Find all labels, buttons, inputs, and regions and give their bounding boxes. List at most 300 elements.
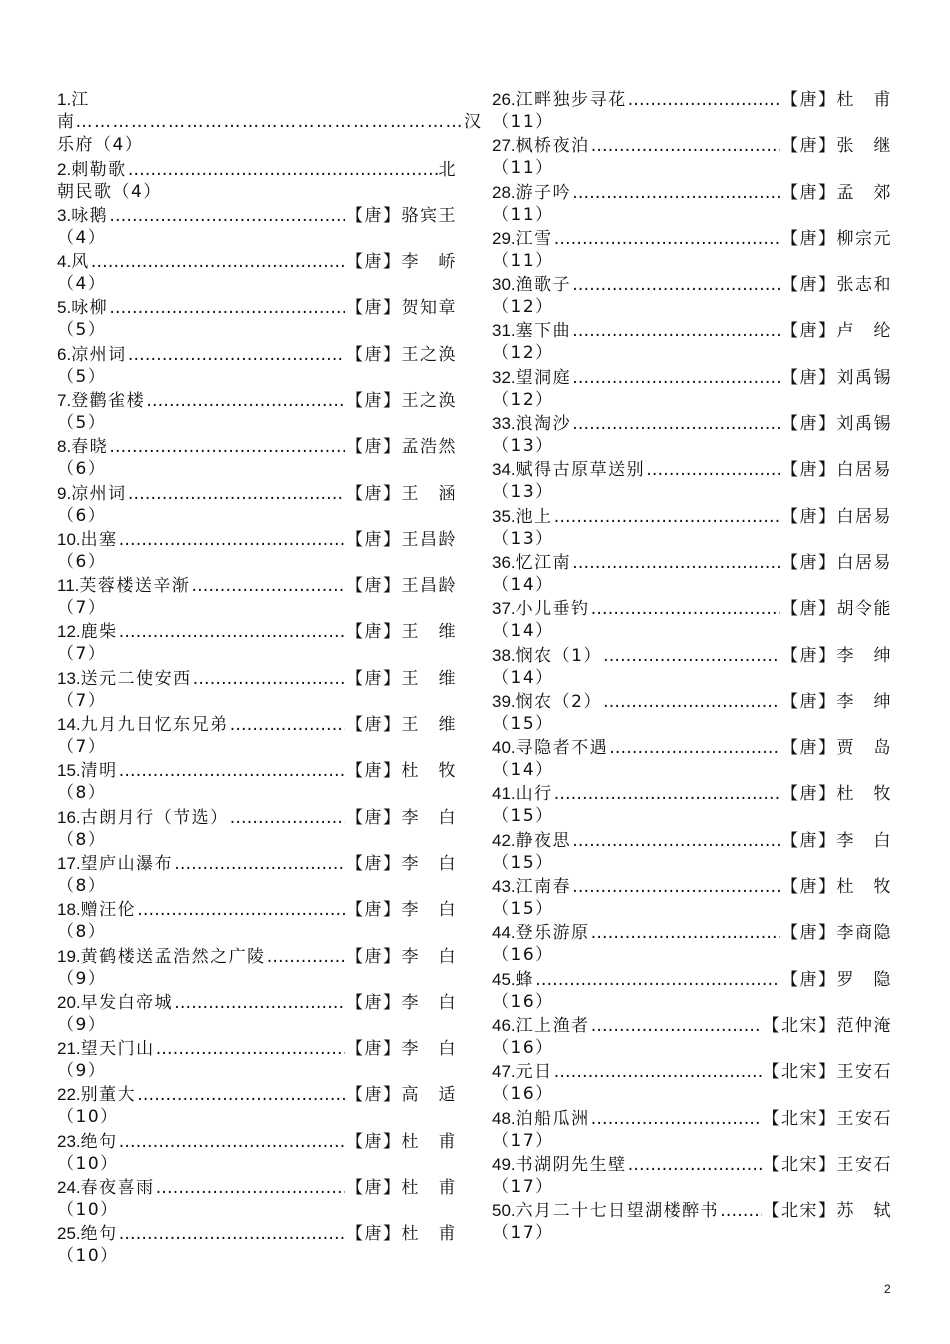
toc-entry: [57, 713, 457, 759]
entry-author: 【唐】李 绅: [781, 645, 892, 666]
toc-entry: [492, 319, 892, 365]
entry-number: 28.: [492, 182, 516, 202]
entry-page: （8）: [57, 829, 107, 850]
entry-title: 清明: [80, 761, 118, 782]
toc-entry-line: [57, 204, 457, 227]
toc-entry-line: [492, 597, 892, 620]
entry-title: 春晓: [71, 437, 109, 458]
entry-title: 江: [71, 90, 90, 110]
entry-page: （9）: [57, 1014, 107, 1035]
entry-author: 【唐】李 白: [346, 807, 457, 828]
toc-entry: [492, 181, 892, 227]
entry-number: 3.: [57, 205, 72, 225]
toc-entry-line: [492, 88, 892, 111]
entry-title: 登鹳雀楼: [71, 390, 146, 411]
toc-entry-line: [492, 875, 892, 898]
toc-entry: [57, 1083, 457, 1129]
entry-author: 【唐】李 白: [781, 830, 892, 851]
toc-entry-line: [492, 1060, 892, 1083]
toc-entry: [57, 88, 483, 158]
entry-number: 50.: [492, 1201, 516, 1221]
entry-number: 29.: [492, 228, 516, 248]
toc-entry: [57, 204, 457, 250]
entry-author: 【唐】贾 岛: [781, 738, 892, 759]
toc-entry-line: [57, 296, 457, 319]
toc-left-column: [57, 88, 483, 1269]
toc-entry: [492, 551, 892, 597]
dot-leader: [119, 1223, 345, 1246]
entry-title: 浪淘沙: [515, 414, 572, 435]
entry-author: 【唐】白居易: [781, 552, 892, 573]
entry-page: （17）: [492, 1130, 554, 1151]
entry-title: 别董大: [80, 1085, 137, 1106]
entry-title: 山行: [515, 784, 553, 805]
entry-number: 24.: [57, 1178, 81, 1198]
entry-number: 23.: [57, 1131, 81, 1151]
toc-entry-line: [57, 667, 457, 690]
toc-entry: [492, 1060, 892, 1106]
entry-number: 47.: [492, 1062, 516, 1082]
entry-author: 【唐】王之涣: [346, 344, 457, 365]
entry-title: 悯农（2）: [515, 691, 602, 712]
entry-title: 赠汪伦: [80, 900, 137, 921]
toc-entry-line: [57, 806, 457, 829]
entry-page: （11）: [492, 112, 554, 132]
entry-number: 45.: [492, 969, 516, 989]
entry-page: （11）: [492, 158, 554, 179]
entry-author: 【北宋】范仲淹: [762, 1015, 892, 1036]
dot-leader: [156, 1038, 345, 1061]
entry-number: 26.: [492, 90, 516, 109]
entry-title: 书湖阴先生壁: [515, 1154, 627, 1175]
entry-title: 元日: [515, 1062, 553, 1083]
toc-entry-line: [57, 250, 457, 273]
toc-entry-line: [57, 945, 457, 968]
entry-author: 【唐】白居易: [781, 460, 892, 481]
entry-page: （6）: [57, 459, 107, 480]
toc-entry: [57, 945, 457, 991]
entry-continuation: 南………………………………………………………汉: [57, 112, 483, 132]
toc-entry: [57, 1130, 457, 1176]
entry-number: 38.: [492, 645, 516, 665]
toc-entry-line: [57, 759, 457, 782]
entry-number: 19.: [57, 946, 81, 966]
entry-page: （10）: [57, 1246, 119, 1267]
toc-entry: [57, 806, 457, 852]
entry-author: 【唐】张 继: [781, 136, 892, 157]
dot-leader: [146, 390, 345, 413]
entry-number: 16.: [57, 807, 81, 827]
entry-author: 【北宋】苏 轼: [762, 1201, 892, 1222]
page-number: 2: [884, 1282, 891, 1296]
toc-entry: [492, 1014, 892, 1060]
entry-page: （16）: [492, 945, 554, 966]
toc-entry-line: [57, 713, 457, 736]
toc-entry-line: [492, 458, 892, 481]
entry-author: 【唐】杜 甫: [346, 1178, 457, 1199]
entry-title: 塞下曲: [515, 321, 572, 342]
toc-entry: [57, 574, 457, 620]
entry-number: 43.: [492, 877, 516, 897]
dot-leader: [603, 691, 780, 714]
entry-page: （13）: [492, 482, 554, 503]
entry-number: 18.: [57, 900, 81, 920]
entry-author: 【唐】卢 纶: [781, 321, 892, 342]
entry-author: 【唐】李 峤: [346, 252, 457, 273]
entry-page: （16）: [492, 1084, 554, 1105]
toc-entry: [492, 597, 892, 643]
entry-page: （12）: [492, 297, 554, 318]
toc-entry-line: [57, 574, 457, 597]
toc-entry: [492, 505, 892, 551]
toc-entry-line: [492, 968, 892, 991]
entry-title: 古朗月行（节选）: [80, 807, 229, 828]
entry-author: 【唐】杜 甫: [346, 1131, 457, 1152]
entry-number: 21.: [57, 1039, 81, 1059]
entry-page: （5）: [57, 366, 107, 387]
entry-title: 赋得古原草送别: [515, 460, 646, 481]
entry-title: 春夜喜雨: [80, 1178, 155, 1199]
toc-right-column: [492, 88, 892, 1245]
dot-leader: [535, 969, 780, 992]
toc-entry-line: [492, 227, 892, 250]
toc-entry-line: [57, 482, 457, 505]
dot-leader: [119, 1131, 345, 1154]
entry-page: 朝民歌（4）: [57, 181, 162, 202]
entry-author: 【唐】王昌龄: [346, 576, 457, 597]
entry-continuation: 乐府（4）: [57, 135, 144, 155]
entry-title: 芙蓉楼送辛渐: [79, 576, 191, 597]
entry-author: 【唐】白居易: [781, 506, 892, 527]
entry-author: 【唐】李 绅: [781, 691, 892, 712]
toc-entry: [492, 1153, 892, 1199]
dot-leader: [230, 714, 345, 737]
entry-number: 5.: [57, 298, 72, 318]
dot-leader: [609, 737, 780, 760]
entry-number: 27.: [492, 136, 516, 156]
entry-title: 绝句: [80, 1131, 118, 1152]
dot-leader: [156, 1177, 345, 1200]
entry-number: 36.: [492, 552, 516, 572]
entry-author: 【唐】胡令能: [781, 599, 892, 620]
entry-author: 【唐】高 适: [346, 1085, 457, 1106]
dot-leader: [191, 575, 345, 598]
entry-title: 枫桥夜泊: [515, 136, 590, 157]
entry-number: 46.: [492, 1015, 516, 1035]
entry-author: 【唐】李 白: [346, 992, 457, 1013]
entry-page: （5）: [57, 412, 107, 433]
entry-number: 4.: [57, 252, 72, 272]
entry-page: （14）: [492, 667, 554, 688]
entry-number: 31.: [492, 321, 516, 341]
entry-author: 【唐】柳宗元: [781, 228, 892, 249]
entry-number: 13.: [57, 668, 81, 688]
entry-title: 静夜思: [515, 830, 572, 851]
toc-entry: [57, 759, 457, 805]
entry-page: （10）: [57, 1107, 119, 1128]
entry-title: 寻隐者不遇: [515, 738, 609, 759]
entry-title: 凉州词: [71, 483, 127, 504]
entry-author: 【唐】王昌龄: [346, 529, 457, 550]
entry-title: 出塞: [80, 529, 118, 550]
entry-author: 【唐】刘禹锡: [781, 414, 892, 435]
entry-author: 【唐】杜 甫: [346, 1224, 457, 1245]
entry-page: （5）: [57, 320, 107, 341]
toc-entry-line: [57, 435, 457, 458]
toc-entry: [57, 991, 457, 1037]
entry-author: 【唐】王 维: [346, 668, 457, 689]
toc-entry: [57, 898, 457, 944]
toc-entry: [57, 852, 457, 898]
entry-page: （9）: [57, 968, 107, 989]
entry-author: 【唐】孟 郊: [781, 182, 892, 203]
entry-number: 7.: [57, 390, 72, 410]
toc-entry: [492, 88, 892, 134]
dot-leader: [720, 1200, 761, 1223]
entry-author: 【唐】杜 牧: [781, 877, 892, 898]
dot-leader: [193, 668, 345, 691]
toc-entry: [57, 158, 457, 204]
entry-author: 【唐】杜 牧: [346, 761, 457, 782]
entry-page: （14）: [492, 574, 554, 595]
dot-leader: [628, 1154, 762, 1177]
entry-page: （8）: [57, 922, 107, 943]
entry-title: 忆江南: [515, 552, 572, 573]
dot-leader: [591, 1015, 762, 1038]
entry-title: 江雪: [515, 228, 553, 249]
entry-title: 望庐山瀑布: [80, 853, 174, 874]
dot-leader: [572, 830, 780, 853]
toc-entry-line: [57, 158, 457, 181]
entry-number: 20.: [57, 992, 81, 1012]
toc-entry-line: [57, 852, 457, 875]
dot-leader: [554, 1061, 762, 1084]
entry-title: 小儿垂钓: [515, 599, 590, 620]
entry-page: （16）: [492, 1037, 554, 1058]
entry-title: 送元二使安西: [80, 668, 192, 689]
dot-leader: [109, 297, 345, 320]
dot-leader: [230, 807, 345, 830]
toc-entry-line: [492, 1153, 892, 1176]
toc-entry: [57, 389, 457, 435]
entry-page: （12）: [492, 389, 554, 410]
entry-number: 39.: [492, 691, 516, 711]
entry-title: 风: [71, 252, 90, 273]
entry-number: 44.: [492, 923, 516, 943]
entry-title: 望天门山: [80, 1039, 155, 1060]
dot-leader: [591, 922, 780, 945]
entry-author: 【唐】王 涵: [346, 483, 457, 504]
toc-entry: [492, 782, 892, 828]
dot-leader: [591, 598, 780, 621]
dot-leader: [174, 853, 345, 876]
entry-page: （11）: [492, 204, 554, 225]
toc-entry: [492, 829, 892, 875]
toc-entry: [57, 435, 457, 481]
entry-title: 登乐游原: [515, 923, 590, 944]
entry-page: （14）: [492, 621, 554, 642]
entry-title: 悯农（1）: [515, 645, 602, 666]
toc-entry-line: [57, 620, 457, 643]
entry-author: 【唐】杜 甫: [781, 90, 892, 110]
entry-author: 北: [438, 159, 457, 180]
entry-page: （10）: [57, 1153, 119, 1174]
toc-entry-line: [57, 991, 457, 1014]
toc-entry: [57, 250, 457, 296]
dot-leader: [554, 783, 780, 806]
entry-number: 25.: [57, 1224, 81, 1244]
entry-title: 渔歌子: [515, 275, 572, 296]
toc-entry-line: [492, 181, 892, 204]
entry-number: 10.: [57, 529, 81, 549]
entry-page: （9）: [57, 1061, 107, 1082]
entry-page: （15）: [492, 806, 554, 827]
entry-author: 【唐】李 白: [346, 946, 457, 967]
entry-page: （12）: [492, 343, 554, 364]
entry-page: （14）: [492, 760, 554, 781]
entry-title: 泊船瓜洲: [515, 1108, 590, 1129]
entry-author: 【唐】李 白: [346, 1039, 457, 1060]
entry-page: （17）: [492, 1176, 554, 1197]
toc-entry: [492, 458, 892, 504]
dot-leader: [91, 251, 345, 274]
entry-author: 【唐】张志和: [781, 275, 892, 296]
toc-entry-line: [492, 134, 892, 157]
entry-number: 41.: [492, 784, 516, 804]
dot-leader: [646, 459, 780, 482]
entry-author: 【唐】贺知章: [346, 298, 457, 319]
entry-title: 六月二十七日望湖楼醉书: [515, 1201, 720, 1222]
entry-number: 32.: [492, 367, 516, 387]
dot-leader: [267, 946, 345, 969]
dot-leader: [128, 344, 345, 367]
entry-number: 35.: [492, 506, 516, 526]
entry-title: 咏柳: [71, 298, 109, 319]
dot-leader: [554, 228, 780, 251]
entry-title: 江上渔者: [515, 1015, 590, 1036]
entry-author: 【北宋】王安石: [762, 1062, 892, 1083]
entry-number: 48.: [492, 1108, 516, 1128]
entry-number: 17.: [57, 853, 81, 873]
dot-leader: [119, 760, 345, 783]
entry-author: 【唐】李 白: [346, 853, 457, 874]
entry-title: 池上: [515, 506, 553, 527]
toc-entry: [492, 968, 892, 1014]
dot-leader: [128, 483, 345, 506]
entry-author: 【唐】李 白: [346, 900, 457, 921]
entry-title: 鹿柴: [80, 622, 118, 643]
toc-entry: [492, 366, 892, 412]
entry-author: 【唐】王 维: [346, 622, 457, 643]
entry-page: （13）: [492, 436, 554, 457]
dot-leader: [109, 436, 345, 459]
dot-leader: [591, 135, 780, 158]
dot-leader: [572, 320, 780, 343]
dot-leader: [119, 529, 345, 552]
entry-page: （6）: [57, 505, 107, 526]
entry-page: （4）: [57, 227, 107, 248]
entry-number: 1.: [57, 90, 72, 109]
entry-title: 游子吟: [515, 182, 572, 203]
toc-entry-line: [492, 736, 892, 759]
toc-entry: [492, 644, 892, 690]
toc-entry: [492, 921, 892, 967]
entry-page: （13）: [492, 528, 554, 549]
toc-entry-line: [492, 1199, 892, 1222]
entry-author: 【唐】刘禹锡: [781, 367, 892, 388]
toc-entry-line: [492, 319, 892, 342]
toc-entry-line: [492, 412, 892, 435]
entry-author: 【唐】骆宾王: [346, 205, 457, 226]
entry-page: （16）: [492, 991, 554, 1012]
entry-number: 9.: [57, 483, 72, 503]
entry-author: 【唐】王之涣: [346, 390, 457, 411]
entry-page: （6）: [57, 551, 107, 572]
toc-entry: [492, 690, 892, 736]
dot-leader: [628, 89, 780, 112]
toc-entry-line: [492, 273, 892, 296]
entry-page: （10）: [57, 1200, 119, 1221]
toc-entry: [492, 875, 892, 921]
entry-page: （8）: [57, 783, 107, 804]
entry-author: 【唐】王 维: [346, 715, 457, 736]
entry-author: 【唐】杜 牧: [781, 784, 892, 805]
entry-number: 15.: [57, 761, 81, 781]
entry-author: 【唐】罗 隐: [781, 969, 892, 990]
toc-entry: [57, 343, 457, 389]
entry-title: 九月九日忆东兄弟: [80, 715, 229, 736]
dot-leader: [572, 876, 780, 899]
entry-title: 望洞庭: [515, 367, 572, 388]
toc-entry: [492, 1199, 892, 1245]
toc-entry-line: [57, 1037, 457, 1060]
toc-entry-line: [492, 644, 892, 667]
toc-entry-line: [57, 1176, 457, 1199]
entry-page: （15）: [492, 852, 554, 873]
toc-entry-line: [492, 782, 892, 805]
dot-leader: [603, 645, 780, 668]
entry-number: 40.: [492, 738, 516, 758]
entry-number: 49.: [492, 1154, 516, 1174]
dot-leader: [572, 274, 780, 297]
dot-leader: [572, 182, 780, 205]
dot-leader: [137, 1084, 345, 1107]
toc-entry: [492, 736, 892, 782]
entry-number: 30.: [492, 275, 516, 295]
toc-entry-line: [57, 1222, 457, 1245]
toc-entry: [57, 620, 457, 666]
toc-entry: [492, 412, 892, 458]
entry-page: （15）: [492, 899, 554, 920]
entry-number: 6.: [57, 344, 72, 364]
entry-author: 【北宋】王安石: [762, 1108, 892, 1129]
entry-author: 【唐】孟浩然: [346, 437, 457, 458]
toc-entry-line: [492, 505, 892, 528]
entry-title: 凉州词: [71, 344, 127, 365]
toc-entry: [492, 1107, 892, 1153]
toc-entry: [492, 227, 892, 273]
dot-leader: [137, 899, 345, 922]
toc-entry-line: [492, 366, 892, 389]
entry-number: 8.: [57, 437, 72, 457]
entry-number: 33.: [492, 414, 516, 434]
toc-entry-line: [57, 88, 457, 111]
entry-number: 37.: [492, 599, 516, 619]
entry-page: （7）: [57, 644, 107, 665]
toc-entry-line: [492, 551, 892, 574]
toc-entry-line: [57, 1083, 457, 1106]
entry-page: （11）: [492, 250, 554, 271]
